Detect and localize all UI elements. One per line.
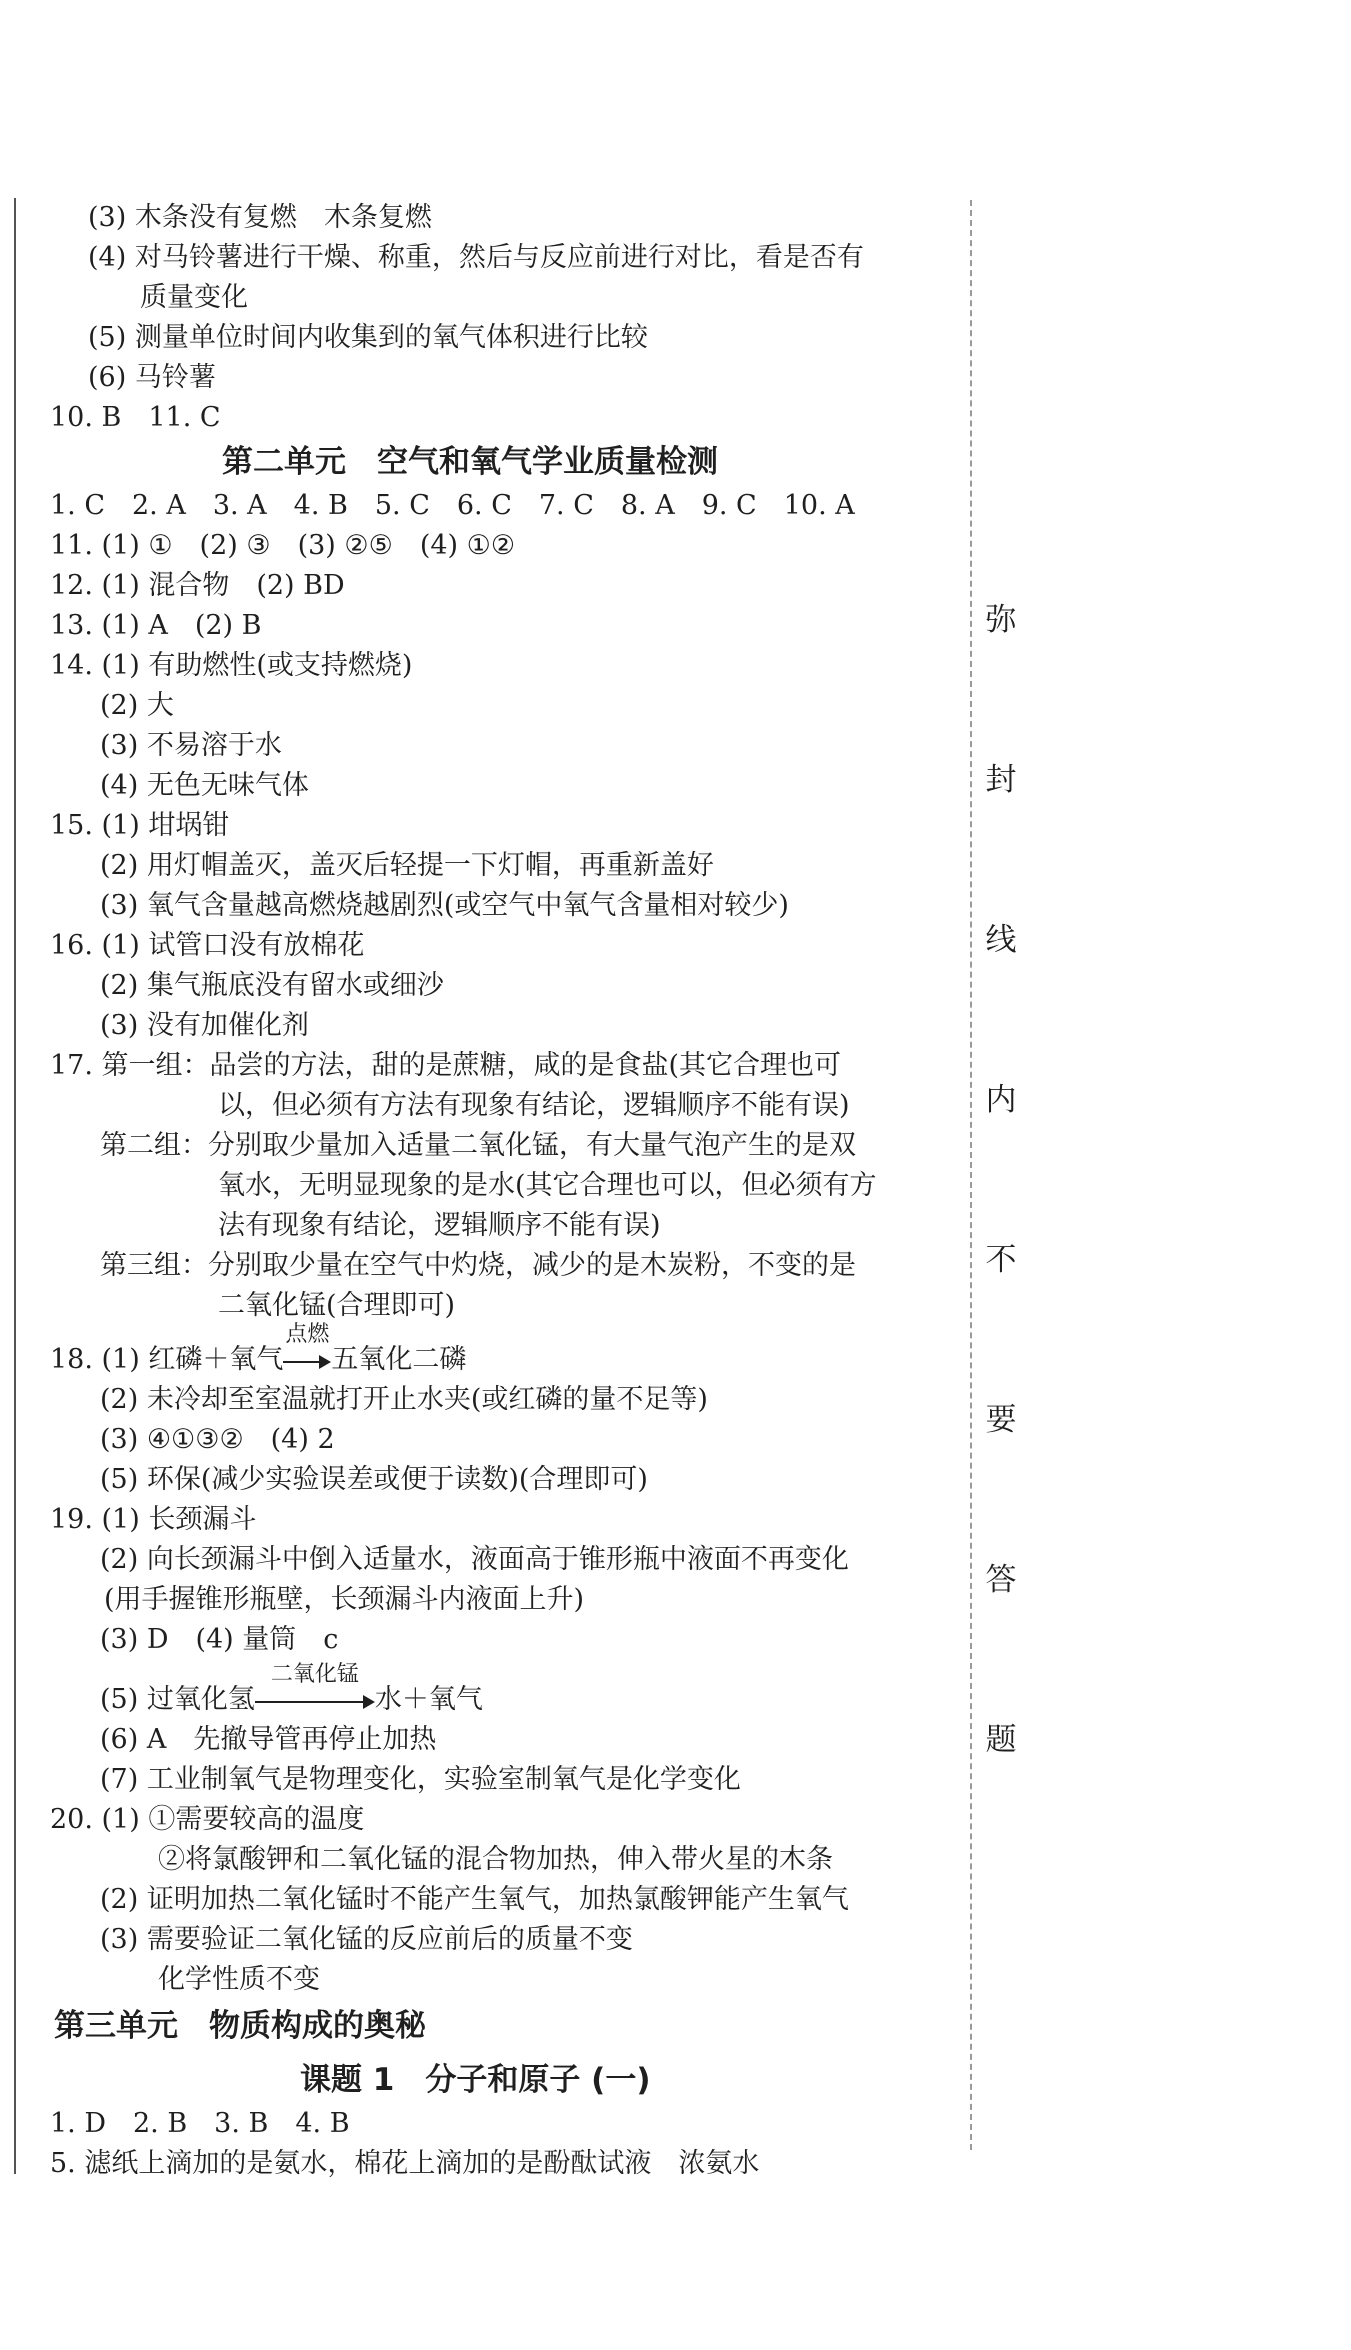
text-line: 1. C 2. A 3. A 4. B 5. C 6. C 7. C 8. A 9. C 10. A [50, 490, 855, 521]
text-line: 19. (1) 长颈漏斗 [50, 1504, 257, 1535]
text-line: (2) 未冷却至室温就打开止水夹(或红磷的量不足等) [100, 1384, 708, 1415]
text-line: (2) 向长颈漏斗中倒入适量水，液面高于锥形瓶中液面不再变化 [100, 1544, 849, 1575]
reaction-condition: 点燃 [285, 1321, 330, 1347]
text-line: (3) 木条没有复燃 木条复燃 [88, 202, 432, 233]
text-line: 13. (1) A (2) B [50, 610, 262, 641]
text-line: (2) 证明加热二氧化锰时不能产生氧气，加热氯酸钾能产生氧气 [100, 1884, 849, 1915]
seal-dashed-line [970, 200, 972, 2150]
text-line: (3) ④①③② (4) 2 [100, 1424, 335, 1455]
seal-notice-char: 封 [985, 762, 1017, 798]
text-line: 化学性质不变 [158, 1964, 320, 1995]
reaction-arrow-icon [255, 1661, 375, 1713]
text-line: 17. 第一组：品尝的方法，甜的是蔗糖，咸的是食盐(其它合理也可 [50, 1050, 842, 1081]
equation-products: 五氧化二磷 [331, 1344, 467, 1375]
text-line: (3) 没有加催化剂 [100, 1010, 309, 1041]
text-line: (2) 集气瓶底没有留水或细沙 [100, 970, 444, 1001]
text-line: 1. D 2. B 3. B 4. B [50, 2108, 350, 2139]
text-line: (2) 大 [100, 690, 174, 721]
equation-18 [50, 1321, 467, 1380]
text-line: 15. (1) 坩埚钳 [50, 810, 230, 841]
section-heading: 课题 1 分子和原子 (一) [300, 2062, 651, 2098]
equation-19 [100, 1661, 483, 1720]
reaction-condition: 二氧化锰 [270, 1661, 359, 1687]
text-line: (3) 氧气含量越高燃烧越剧烈(或空气中氧气含量相对较少) [100, 890, 789, 921]
seal-notice-char: 弥 [985, 602, 1017, 638]
text-line: 法有现象有结论，逻辑顺序不能有误) [218, 1210, 661, 1241]
text-line: 20. (1) ①需要较高的温度 [50, 1804, 365, 1835]
text-line: (7) 工业制氧气是物理变化，实验室制氧气是化学变化 [100, 1764, 741, 1795]
seal-notice-char: 答 [985, 1562, 1017, 1598]
text-line: ②将氯酸钾和二氧化锰的混合物加热，伸入带火星的木条 [158, 1844, 833, 1875]
text-line: 14. (1) 有助燃性(或支持燃烧) [50, 650, 413, 681]
text-line: (6) 马铃薯 [88, 362, 216, 393]
text-line: 质量变化 [140, 282, 248, 313]
text-line: 氧水，无明显现象的是水(其它合理也可以，但必须有方 [218, 1170, 877, 1201]
text-line: (5) 环保(减少实验误差或便于读数)(合理即可) [100, 1464, 648, 1495]
text-line: (6) A 先撤导管再停止加热 [100, 1724, 437, 1755]
text-line: (2) 用灯帽盖灭，盖灭后轻提一下灯帽，再重新盖好 [100, 850, 714, 881]
seal-notice-char: 内 [985, 1082, 1017, 1118]
section-heading: 第二单元 空气和氧气学业质量检测 [222, 444, 718, 480]
seal-notice-char: 不 [985, 1242, 1017, 1278]
equation-reactants: 18. (1) 红磷＋氧气 [50, 1344, 284, 1375]
equation-products: 水＋氧气 [374, 1684, 483, 1715]
text-line: 第三组：分别取少量在空气中灼烧，减少的是木炭粉，不变的是 [100, 1250, 856, 1281]
text-line: (3) 不易溶于水 [100, 730, 282, 761]
text-line: (4) 对马铃薯进行干燥、称重，然后与反应前进行对比，看是否有 [88, 242, 864, 273]
text-line: 10. B 11. C [50, 402, 221, 433]
seal-notice-char: 要 [985, 1402, 1017, 1438]
reaction-arrow-icon [283, 1321, 331, 1373]
seal-notice-char: 线 [985, 922, 1017, 958]
text-line: (3) D (4) 量筒 c [100, 1624, 339, 1655]
text-line: (4) 无色无味气体 [100, 770, 309, 801]
text-line: 以，但必须有方法有现象有结论，逻辑顺序不能有误) [218, 1090, 850, 1121]
equation-reactants: (5) 过氧化氢 [100, 1684, 255, 1715]
text-line: (5) 测量单位时间内收集到的氧气体积进行比较 [88, 322, 648, 353]
text-line: 11. (1) ① (2) ③ (3) ②⑤ (4) ①② [50, 530, 516, 561]
left-margin-line [14, 198, 16, 2174]
seal-notice-char: 题 [985, 1722, 1017, 1758]
section-heading: 第三单元 物质构成的奥秘 [54, 2008, 426, 2044]
text-line: 16. (1) 试管口没有放棉花 [50, 930, 365, 961]
text-line: (3) 需要验证二氧化锰的反应前后的质量不变 [100, 1924, 633, 1955]
text-line: 12. (1) 混合物 (2) BD [50, 570, 345, 601]
text-line: 二氧化锰(合理即可) [218, 1290, 456, 1321]
text-line: (用手握锥形瓶壁，长颈漏斗内液面上升) [104, 1584, 585, 1615]
text-line: 5. 滤纸上滴加的是氨水，棉花上滴加的是酚酞试液 浓氨水 [50, 2148, 760, 2179]
text-line: 第二组：分别取少量加入适量二氧化锰，有大量气泡产生的是双 [100, 1130, 856, 1161]
